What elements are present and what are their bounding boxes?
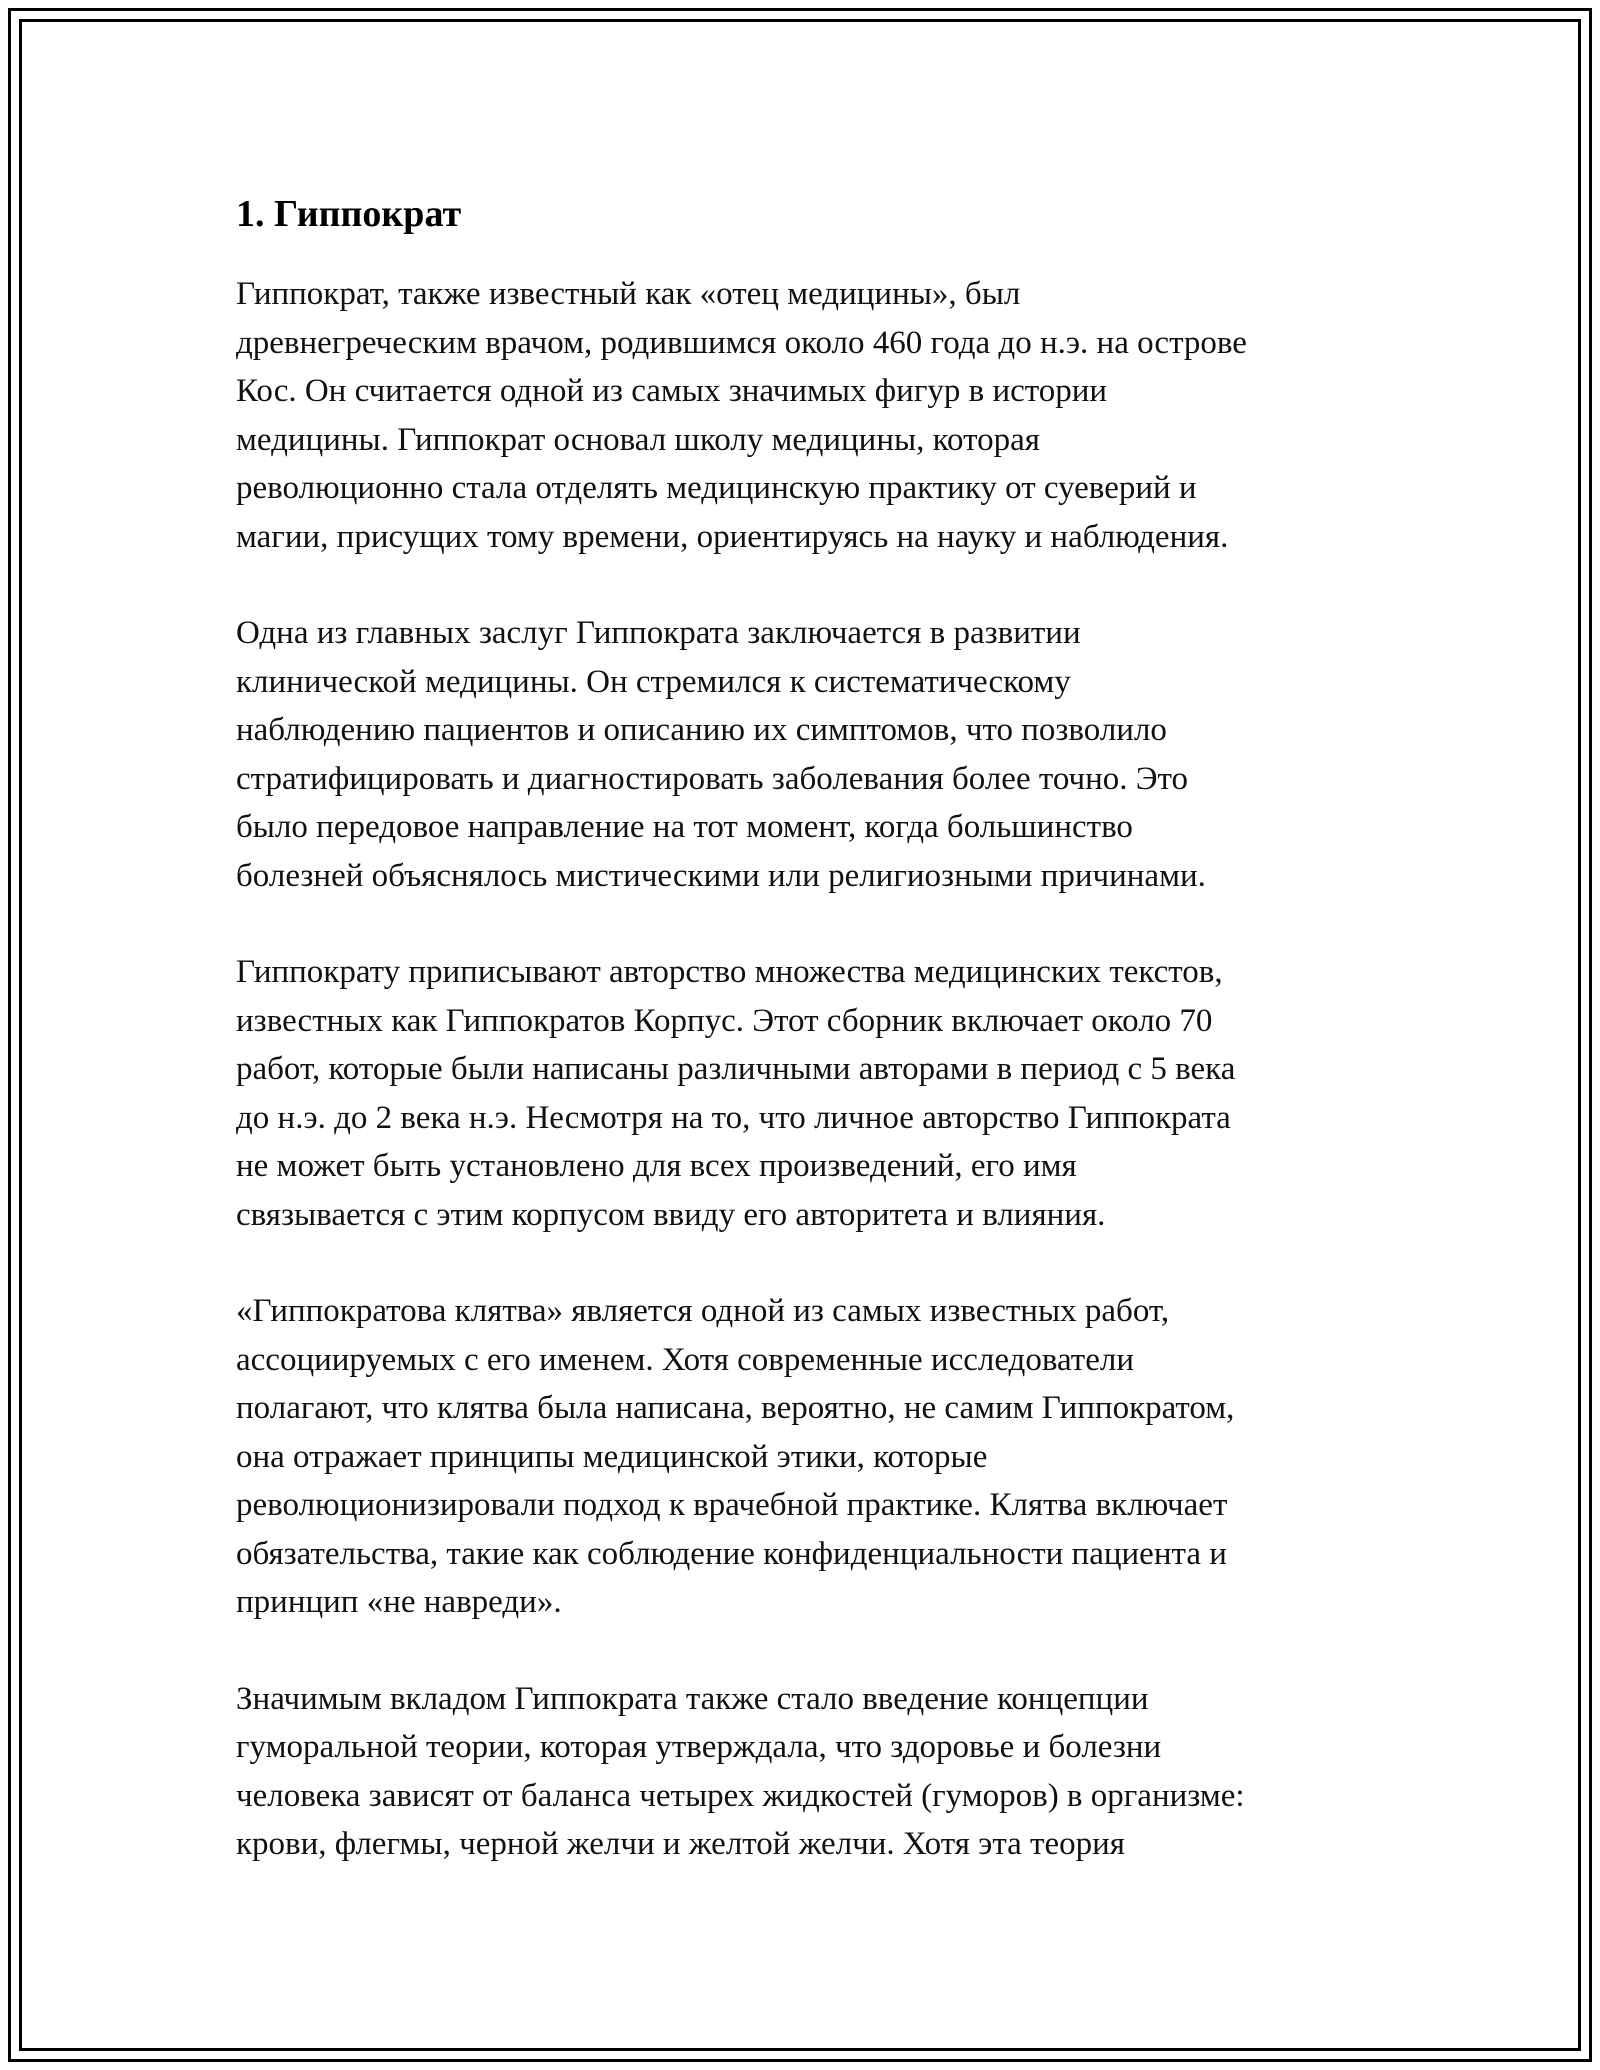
- text-line: работ, которые были написаны различными авторами в период с 5 века: [236, 1051, 1236, 1087]
- text-line: было передовое направление на тот момент, когда большинство: [236, 809, 1133, 845]
- text-line: не может быть установлено для всех произведений, его имя: [236, 1148, 1077, 1184]
- text-line: связывается с этим корпусом ввиду его авторитета и влияния.: [236, 1196, 1106, 1233]
- text-line: «Гиппократова клятва» является одной из самых известных работ,: [236, 1293, 1170, 1329]
- paragraph-2: [236, 609, 1376, 900]
- text-line: Гиппократу приписывают авторство множества медицинских текстов,: [236, 954, 1223, 990]
- text-line: принцип «не навреди».: [236, 1584, 562, 1620]
- document-body: [236, 186, 1376, 1917]
- text-line: человека зависят от баланса четырех жидкостей (гуморов) в организме:: [236, 1777, 1245, 1814]
- paragraph-3: [236, 948, 1376, 1239]
- text-line: наблюдению пациентов и описанию их симптомов, что позволило: [236, 712, 1167, 748]
- text-line: болезней объяснялось мистическими или религиозными причинами.: [236, 857, 1206, 894]
- text-line: до н.э. до 2 века н.э. Несмотря на то, что личное авторство Гиппократа: [236, 1099, 1231, 1136]
- text-line: известных как Гиппократов Корпус. Этот сборник включает около 70: [236, 1002, 1213, 1039]
- text-line: стратифицировать и диагностировать заболевания более точно. Это: [236, 760, 1189, 797]
- text-line: обязательства, такие как соблюдение конфиденциальности пациента и: [236, 1535, 1227, 1572]
- text-line: Гиппократ, также известный как «отец медицины», был: [236, 276, 1021, 312]
- section-heading: 1. Гиппократ: [236, 193, 462, 235]
- text-line: полагают, что клятва была написана, вероятно, не самим Гиппократом,: [236, 1390, 1235, 1426]
- paragraph-4: [236, 1287, 1376, 1627]
- text-line: клинической медицины. Он стремился к систематическому: [236, 663, 1071, 700]
- text-line: Значимым вкладом Гиппократа также стало введение концепции: [236, 1680, 1149, 1717]
- text-line: она отражает принципы медицинской этики, которые: [236, 1438, 988, 1475]
- text-line: ассоциируемых с его именем. Хотя современные исследователи: [236, 1341, 1134, 1378]
- text-line: магии, присущих тому времени, ориентируясь на науку и наблюдения.: [236, 518, 1229, 555]
- text-line: гуморальной теории, которая утверждала, что здоровье и болезни: [236, 1729, 1162, 1765]
- paragraph-1: [236, 270, 1376, 561]
- paragraph-5: [236, 1675, 1376, 1869]
- text-line: Одна из главных заслуг Гиппократа заключается в развитии: [236, 615, 1081, 651]
- text-line: медицины. Гиппократ основал школу медицины, которая: [236, 421, 1040, 458]
- text-line: крови, флегмы, черной желчи и желтой желчи. Хотя эта теория: [236, 1826, 1125, 1862]
- text-line: древнегреческим врачом, родившимся около 460 года до н.э. на острове: [236, 324, 1247, 361]
- text-line: Кос. Он считается одной из самых значимых фигур в истории: [236, 373, 1108, 409]
- text-line: революционизировали подход к врачебной практике. Клятва включает: [236, 1487, 1228, 1523]
- text-line: революционно стала отделять медицинскую практику от суеверий и: [236, 470, 1197, 506]
